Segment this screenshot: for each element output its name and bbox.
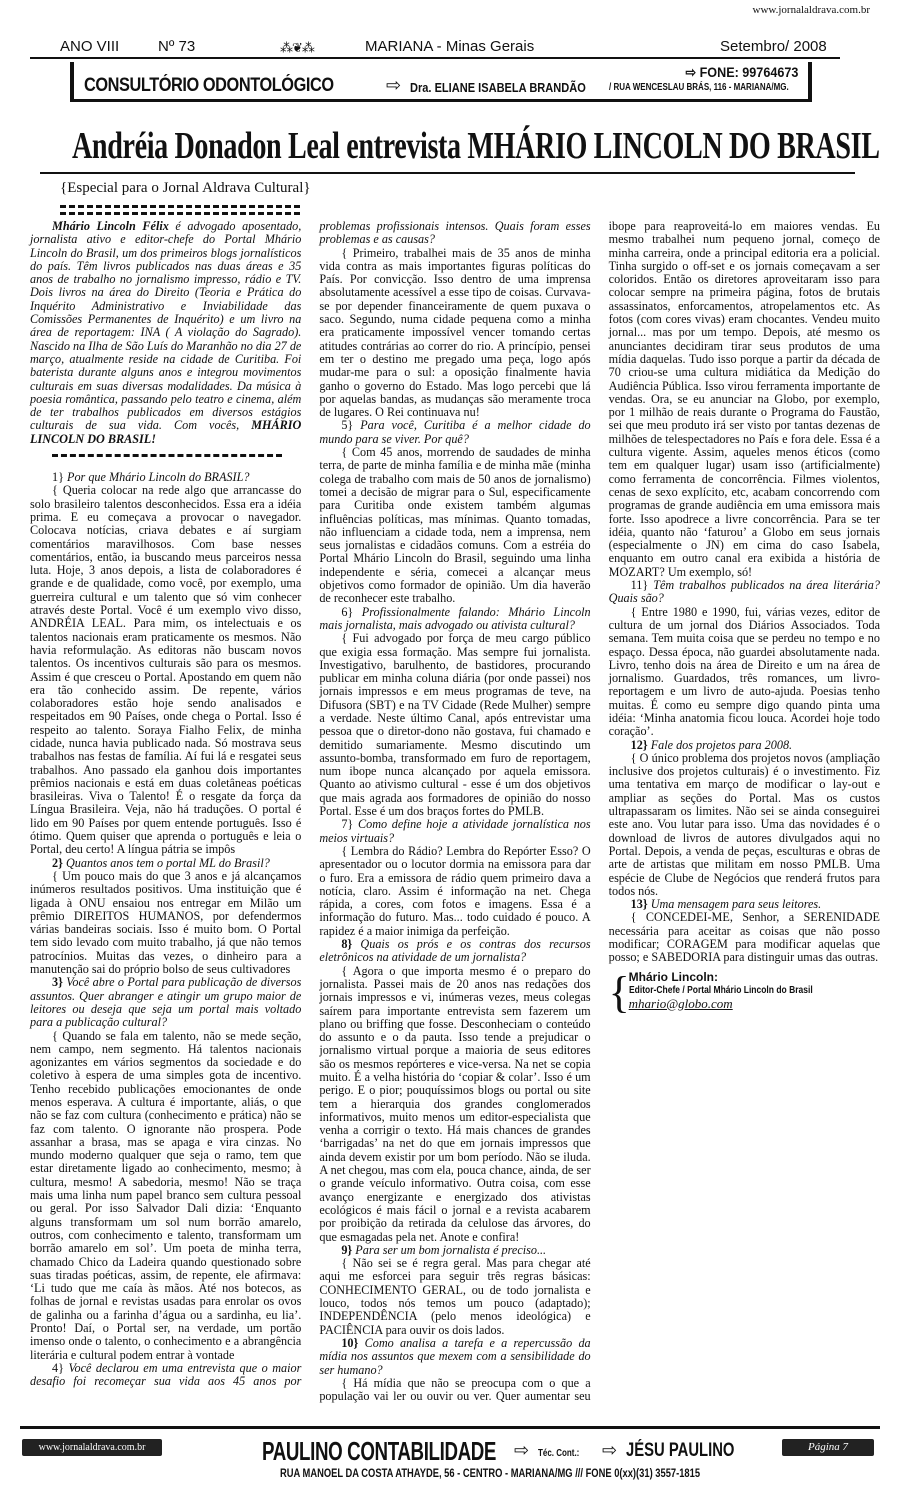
brace-icon: { bbox=[608, 967, 630, 1017]
dashed-divider bbox=[52, 454, 282, 457]
header-rule bbox=[30, 57, 840, 59]
question-number: 8} bbox=[341, 937, 353, 952]
answer: { Agora o que importa mesmo é o preparo do jornalista. Passei mais de 20 anos nas redações dos jornais impressos e vi, inúmeras vezes, meus colegas saírem para importante entrevista sem fazerem um plano ou briffing que fosse. Desconheciam o conteúdo do assunto e o da pauta. Isso tende a prejudicar o jornalismo virtual porque a maioria de seus editores são os mesmos repórteres e vice-versa. Na net se copia muito. É a velha história do ‘copiar & colar’. Isso é um perigo. E o pior; pouquíssimos blogs ou portal ou site tem a hierarquia dos grandes conglomerados informativos, muito menos um editor-especialista que venha a corrigir o texto. Há mais chances de grandes ‘barrigadas’ na net do que em jornais impressos que ainda devem existir por um bom período. Não se iluda. A net chegou, mas com ela, pouca chance, ainda, de ser o grande veículo informativo. Outra coisa, com esse avanço energizante e energizado dos ativistas ecológicos é mais fácil o jornal e a revista acabarem por proibição da retirada da celulose das árvores, do que esmagadas pela net. Anote e confira! bbox=[319, 963, 591, 1244]
signature-email[interactable]: mhario@globo.com bbox=[628, 995, 733, 1011]
question-text: Uma mensagem para seus leitores. bbox=[647, 897, 822, 912]
question-text: Como analisa a tarefa e a repercussão da mídia nos assuntos que mexem com a sensibilidade do ser humano? bbox=[319, 1335, 591, 1377]
answer: { Lembra do Rádio? Lembra do Repórter Esso? O apresentador ou o locutor dormia na emissora para dar o furo. Era a emissora de rádio quem primeiro dava a notícia, claro. Assim é informação na net. Chega rápida, a cores, com fotos e imagens. Essa é a informação do futuro. Mas... todo cuidado é pouco. A rapidez é a maior inimiga da perfeição. bbox=[319, 843, 591, 938]
ornament-icon: ⁂❦⁂ bbox=[280, 40, 314, 55]
site-url[interactable]: www.jornalaldrava.com.br bbox=[752, 4, 870, 16]
answer: { Um pouco mais do que 3 anos e já alcançamos inúmeros resultados positivos. Uma instituição que é ligada à ONU ensaiou nos entregar em Milão um prêmio DIREITOS HUMANOS, por defendermos várias bandeiras sociais. Isso é muito bom. O Portal tem sido levado com muito trabalho, já que não temos patrocínios. Muitas das vezes, o dinheiro para a manutenção sai do próprio bolso de seus cultivadores bbox=[30, 868, 302, 977]
answer: { CONCEDEI-ME, Senhor, a SERENIDADE necessária para aceitar as coisas que não posso modificar; CORAGEM para modificar aquelas que posso; e SABEDORIA para distinguir umas das outras. bbox=[608, 910, 880, 965]
ad-phone: ⇨ FONE: 99764673 bbox=[685, 64, 798, 80]
answer: { Entre 1980 e 1990, fui, várias vezes, editor de cultura de um jornal dos Diários Associados. Toda semana. Tem muita coisa que se perdeu no tempo e no espaço. Dessa época, não guardei absolutamente nada. Livro, tenho dois na área de Direito e um na área de jornalismo. Guardados, três romances, um livro-reportagem e um livro de auto-ajuda. Poesias tenho muitas. É como eu sempre digo quando pinta uma idéia: ‘Minha anatomia ficou louca. Acordei hoje todo coração’. bbox=[608, 604, 880, 739]
signature bbox=[608, 967, 880, 1017]
dashed-divider bbox=[60, 205, 300, 208]
city-label: MARIANA - Minas Gerais bbox=[365, 38, 535, 55]
signature-role: Editor-Chefe / Portal Mhário Lincoln do Brasil bbox=[628, 984, 813, 996]
question-text: Têm trabalhos publicados na área literária? Quais são? bbox=[608, 578, 880, 606]
question bbox=[30, 976, 301, 1029]
footer-ad-name: PAULINO CONTABILIDADE bbox=[262, 1436, 497, 1466]
title-rule bbox=[40, 172, 855, 174]
question-number: 5} bbox=[341, 418, 354, 433]
question-text: Fale dos projetos para 2008. bbox=[647, 737, 793, 752]
answer: { Queria colocar na rede algo que arrancasse do solo brasileiro talentos desconhecidos. Essa era a idéia prima. E eu começava a provocar o navegador. Colocava notícias, criava debates e aí surgiam comentários maravilhosos. Com base nesses comentários, então, ia buscando meus parceiros nessa luta. Hoje, 3 anos depois, a lista de colaboradores é grande e de qualidade, como você, por exemplo, uma guerreira cultural e um talento que só vim conhecer através deste Portal. Você é um exemplo vivo disso, ANDRÉIA LEAL. Para mim, os intelectuais e os talentos nacionais eram praticamente os mesmos. Não havia reformulação. As editoras não buscam novos talentos. Os incentivos culturais são para os mesmos. Assim é que cresceu o Portal. Apostando em quem não era tão conhecido assim. De repente, vários colaboradores estão hoje sendo analisados e respeitados em 90 Países, onde chega o Portal. Isso é respeito ao talento. Soraya Fialho Felix, de minha cidade, nunca havia publicado nada. Só mostrava seus trabalhos nas festas de família. Aí fui lá e resgatei seus trabalhos. Ano passado ela ganhou dois importantes prêmios nacionais e está em duas coletâneas poéticas brasileiras. Viva o Talento! É o resgate da força da Língua Brasileira. Veja, não há traduções. O portal é lido em 90 Países por quem entende português. Isso é ótimo. Quem quiser que aprenda o português e leia o Portal, deu certo! A língua pátria se impôs bbox=[30, 483, 302, 857]
question-text: Quais os prós e os contras dos recursos eletrônicos na atividade de um jornalista? bbox=[319, 937, 591, 965]
answer: { Com 45 anos, morrendo de saudades de minha terra, de parte de minha família e de minha mãe (minha colega de trabalho com mais de 50 anos de jornalismo) tomei a decisão de migrar para o Sul, especificamente para Curitiba onde existem também algumas influências políticas, mas mínimas. Quanto tomadas, não influenciam a cidade toda, nem a imprensa, nem seus jornalistas e cidadãos comuns. Com a estréia do Portal Mhário Lincoln do Brasil, seguindo uma linha independente e séria, comecei a alcançar meus objetivos como formador de opinião. Um dia haverão de reconhecer este trabalho. bbox=[319, 445, 591, 606]
question-text: Quantos anos tem o portal ML do Brasil? bbox=[62, 855, 270, 870]
masthead bbox=[30, 36, 830, 58]
ad-address: / RUA WENCESLAU BRÁS, 116 - MARIANA/MG. bbox=[609, 82, 789, 93]
question bbox=[319, 419, 590, 446]
article-intro bbox=[30, 220, 301, 446]
question-text: Profissionalmente falando: Mhário Lincoln mais jornalista, mais advogado ou ativista cultural? bbox=[319, 604, 591, 632]
arrow-right-icon: ⇨ bbox=[386, 75, 402, 95]
question-text: Como define hoje a atividade jornalística nos meios virtuais? bbox=[319, 817, 591, 845]
arrow-right-icon: ⇨ bbox=[602, 1440, 618, 1460]
issue-date: Setembro/ 2008 bbox=[720, 38, 827, 55]
question-text: Para ser um bom jornalista é preciso... bbox=[352, 1242, 547, 1257]
article-body bbox=[30, 220, 880, 1415]
answer: { Há mídia que não se preocupa com o que a população vai ler ou ouvir ou ver. Quer aumentar seu ibope para reaproveitá-lo em maiores vendas. Eu mesmo trabalhei num pequeno jornal, começo de minha carreira, onde a principal editoria era a policial. Tinha surgido o off-set e os jornais começavam a ser coloridos. Então os diretores aproveitaram isso para colocar sempre na primeira página, fotos de brutais assassinatos, enforcamentos, atropelamentos etc. As fotos (com cores vivas) eram chocantes. Vendeu muito jornal... mas por um tempo. Depois, até mesmo os anunciantes decidiram tirar seus produtos de uma mídia daquelas. Tudo isso porque a partir da década de 70 criou-se uma cultura midiática da Medição do Audiência Pública. Isso virou ferramenta importante de vendas. Ora, se eu anunciar na Globo, por exemplo, por 1 milhão de reais durante o Programa do Faustão, sei que meu produto irá ser visto por tantas dezenas de milhões de telespectadores no País e fora dele. Essa é a cultura vigente. Assim, aqueles menos éticos (como tem em qualquer lugar) usam isso (artificialmente) como ferramenta de concorrência. Filmes violentos, cenas de sexo explícito, etc, acabam concorrendo com programas de grande audiência em uma emissora mais forte. Isso apodrece a livre concorrência. Para se ter idéia, quanto não ‘faturou’ a Globo em seus jornais (especialmente o JN) em cima do caso Isabela, enquanto em outro canal era exibida a história de MOZART? Um exemplo, só! bbox=[319, 219, 880, 1404]
footer-tec-label: Téc. Cont.: bbox=[538, 1448, 580, 1459]
footer-url[interactable]: www.jornalaldrava.com.br bbox=[22, 1439, 162, 1456]
question bbox=[319, 1244, 590, 1257]
question-number: 13} bbox=[630, 897, 648, 912]
ad-title: CONSULTÓRIO ODONTOLÓGICO bbox=[84, 75, 334, 96]
issue-number: Nº 73 bbox=[158, 38, 196, 55]
question-number: 9} bbox=[341, 1242, 353, 1257]
question-number: 10} bbox=[341, 1335, 359, 1350]
question-text: Você declarou em uma entrevista que o maior desafio foi recomeçar sua vida aos 45 anos por problemas profissionais intensos. Quais foram esses problemas e as causas? bbox=[30, 219, 591, 1389]
ad-doctor-name: Dra. ELIANE ISABELA BRANDÃO bbox=[410, 80, 586, 95]
question-number: 1} bbox=[52, 470, 64, 485]
page-number: Página 7 bbox=[782, 1439, 874, 1456]
arrow-right-icon: ⇨ bbox=[514, 1440, 530, 1460]
question-number: 7} bbox=[341, 817, 354, 832]
question-number: 6} bbox=[341, 604, 354, 619]
year-label: ANO VIII bbox=[60, 38, 120, 55]
question bbox=[319, 1337, 590, 1377]
question-number: 4} bbox=[52, 1360, 64, 1375]
intro-name: Mhário Lincoln Félix bbox=[52, 219, 169, 233]
footer-address: RUA MANOEL DA COSTA ATHAYDE, 56 - CENTRO - MARIANA/MG /// FONE 0(xx)(31) 3557-1815 bbox=[280, 1466, 701, 1480]
question-number: 11} bbox=[630, 578, 649, 593]
question bbox=[609, 898, 880, 911]
question-text: Você abre o Portal para publicação de diversos assuntos. Quer abranger e atingir um grupo maior de leitores ou deseja que seja um portal mais voltado para a publicação cultural? bbox=[30, 975, 302, 1030]
question bbox=[319, 938, 590, 965]
question bbox=[30, 471, 301, 484]
accounting-ad bbox=[262, 1436, 735, 1496]
answer: { O único problema dos projetos novos (ampliação inclusive dos projetos culturais) é o investimento. Fiz uma tentativa em março de modificar o lay-out e ampliar as seções do Portal. Mas os custos ultrapassaram os limites. Não sei se ainda conseguirei este ano. Vou lutar para isso. Uma das novidades é o download de livros de autores divulgados aqui no Portal. Depois, a venda de peças, esculturas e obras de arte de artistas que militam em nosso PMLB. Uma espécie de Clube de Negócios que renderá frutos para todos nós. bbox=[608, 750, 880, 898]
question-text: Por que Mhário Lincoln do BRASIL? bbox=[63, 470, 250, 485]
signature-name: Mhário Lincoln: bbox=[628, 969, 718, 984]
footer-rule bbox=[20, 1426, 880, 1429]
question-number: 2} bbox=[52, 855, 63, 870]
question-number: 12} bbox=[630, 737, 648, 752]
question bbox=[319, 606, 590, 633]
article-title: Andréia Donadon Leal entrevista MHÁRIO LINCOLN DO BRASIL bbox=[72, 125, 880, 167]
question bbox=[319, 818, 590, 845]
answer: { Quando se fala em talento, não se mede seção, nem campo, nem segmento. Há talentos nacionais agonizantes em vários segmentos da sociedade e do coletivo à espera de uma simples gota de incentivo. Tenho recebido publicações emocionantes de onde menos esperava. A cultura é importante, aliás, o que não se faz com cultura (conhecimento e prática) não se faz com talento. O ignorante não prospera. Pode assanhar a brasa, mas se apaga e vira cinzas. No mundo moderno qualquer que seja o ramo, tem que estar diretamente ligado ao conhecimento, mesmo; à cultura, mesmo! A sabedoria, mesmo! Não se traça mais uma linha num papel branco sem cultura pessoal ou geral. Por isso Salvador Dali dizia: ‘Enquanto alguns transformam um sol num borrão amarelo, outros, com conhecimento e talento, transformam um borrão amarelo em sol’. Um poeta de minha terra, chamado Chico da Ladeira quando questionado sobre suas tiradas poéticas, assim, de repente, ele afirmava: ‘Li tudo que me caía às mãos. Até nos botecos, as folhas de jornal e revistas usadas para enrolar os ovos de galinha ou a farinha d’água ou a sardinha, eu lia’. Pronto! Daí, o Portal ser, na verdade, um portão imenso onde o talento, o conhecimento e a abrangência literária e cultural podem entrar à vontade bbox=[30, 1028, 302, 1362]
article-subtitle: {Especial para o Jornal Aldrava Cultural} bbox=[60, 180, 311, 196]
dental-office-ad bbox=[70, 62, 812, 102]
footer-person: JÉSU PAULINO bbox=[626, 1440, 735, 1461]
intro-close: MHÁRIO LINCOLN DO BRASIL! bbox=[30, 418, 302, 446]
answer: { Primeiro, trabalhei mais de 35 anos de minha vida contra as mais importantes figuras políticas do País. Por convicção. Isso dentro de uma imprensa absolutamente acessível a esse tipo de coisas. Curvava-se por depender financeiramente de quem puxava o saco. Segundo, numa cidade pequena como a minha era praticamente impossível vencer tomando certas atitudes contrárias ao correr do rio. A princípio, pensei em ter o destino me pregado uma peça, logo após mudar-me para o sul: a oposição finalmente havia ganho o governo do Estado. Mas logo percebi que lá por aquelas bandas, as mudanças são meramente troca de lugares. O Rei continuava nu! bbox=[319, 245, 591, 420]
question bbox=[30, 857, 301, 870]
intro-text: é advogado aposentado, jornalista ativo e editor-chefe do Portal Mhário Lincoln do Brasil, um dos primeiros blogs jornalísticos do país. Têm livros publicados nas duas áreas e 35 anos de trabalho no jornalismo impresso, rádio e TV. Dois livros na área do Direito (Teoria e Prática do Inquérito Administrativo e Inviabilidade das Comissões Permanentes de Inquérito) e um livro na área de reportagem: INA ( A violação do Sagrado). Nascido na Ilha de São Luís do Maranhão no dia 27 de março, atualmente reside na cidade de Curitiba. Foi baterista durante alguns anos e integrou movimentos culturais em suas diversas modalidades. Da música à poesia romântica, passando pelo teatro e cinema, além de ter trabalhos publicados em diversos estágios culturais de sua vida. Com vocês, bbox=[30, 219, 302, 433]
dashed-divider bbox=[60, 212, 300, 215]
question-text: Para você, Curitiba é a melhor cidade do mundo para se viver. Por quê? bbox=[319, 418, 591, 446]
question bbox=[609, 739, 880, 752]
answer: { Fui advogado por força de meu cargo público que exigia essa formação. Mas sempre fui jornalista. Investigativo, barulhento, de bastidores, procurando publicar em minha coluna diária (por onde passei) nos jornais impressos e em meus programas de teve, na Difusora (SBT) e na TV Cidade (Rede Mulher) sempre a verdade. Neste último Canal, após entrevistar uma pessoa que o diretor-dono não gostava, fui chamado e demitido sumariamente. Mesmo discutindo um assunto-bomba, transformado em furo de reportagem, num ibope nunca alcançado por aquela emissora. Quanto ao ativismo cultural - esse é um dos objetivos que mais agrada aos formadores de opinião do nosso Portal. Esse é um dos braços fortes do PMLB. bbox=[319, 631, 591, 819]
answer: { Não sei se é regra geral. Mas para chegar até aqui me esforcei para seguir três regras básicas: CONHECIMENTO GERAL, ou de todo jornalista e louco, todos nós temos um pouco (adaptado); INDEPENDÊNCIA (pelo menos ideológica) e PACIÊNCIA para ouvir os dois lados. bbox=[319, 1256, 591, 1337]
question bbox=[609, 579, 880, 606]
question-number: 3} bbox=[52, 975, 63, 990]
